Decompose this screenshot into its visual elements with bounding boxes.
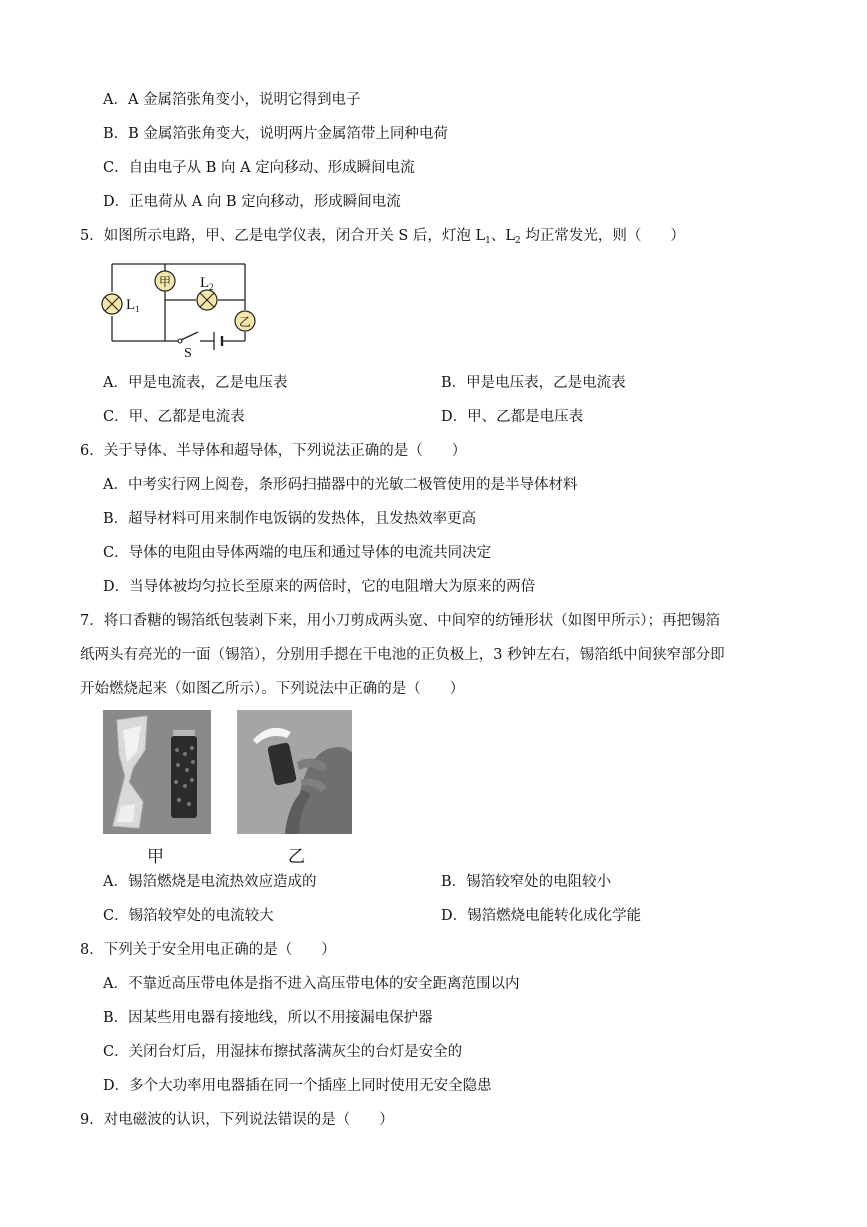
q7-option-b: B．锡箔较窄处的电阻较小: [441, 874, 612, 890]
q7-option-d: D．锡箔燃烧电能转化成化学能: [441, 908, 642, 924]
q9-stem: 9．对电磁波的认识，下列说法错误的是（ ）: [80, 1112, 394, 1128]
q7-option-c: C．锡箔较窄处的电流较大: [103, 908, 274, 924]
q7-option-a: A．锡箔燃烧是电流热效应造成的: [103, 874, 317, 890]
q5-option-b: B．甲是电压表，乙是电流表: [441, 375, 626, 391]
q8-option-a: A．不靠近高压带电体是指不进入高压带电体的安全距离范围以内: [103, 976, 520, 992]
switch-symbol: [178, 332, 198, 343]
svg-text:甲: 甲: [158, 275, 172, 289]
q8-option-c: C．关闭台灯后，用湿抹布擦拭落满灰尘的台灯是安全的: [103, 1044, 463, 1060]
q7-stem-line-3: 开始燃烧起来（如图乙所示）。下列说法中正确的是（ ）: [80, 681, 465, 697]
q8-option-d: D．多个大功率用电器插在同一个插座上同时使用无安全隐患: [103, 1078, 492, 1094]
q4-option-a: A．A 金属箔张角变小，说明它得到电子: [103, 92, 361, 108]
q5-option-d: D．甲、乙都是电压表: [441, 409, 584, 425]
q7-stem-line-2: 纸两头有亮光的一面（锡箔），分别用手摁在干电池的正负极上，3 秒钟左右，锡箔纸中间狭窄部分即: [80, 647, 725, 663]
q4-option-c: C．自由电子从 B 向 A 定向移动、形成瞬间电流: [103, 160, 415, 176]
lamp-l1-symbol: [102, 294, 122, 314]
lamp-l1-label: $L_1$: [126, 297, 140, 314]
q5-stem: 5．如图所示电路，甲、乙是电学仪表，闭合开关 S 后，灯泡 $L_1$、$L_2$ 均正常发光，则（ ）: [80, 228, 685, 246]
q4-option-b: B．B 金属箔张角变大，说明两片金属箔带上同种电荷: [103, 126, 448, 142]
svg-text:乙: 乙: [238, 315, 252, 329]
photo-caption-yi: 乙: [288, 847, 305, 867]
q7-stem-line-1: 7．将口香糖的锡箔纸包装剥下来，用小刀剪成两头宽、中间窄的纺锤形状（如图甲所示）；再把锡箔: [80, 613, 720, 629]
q5-circuit-diagram: [100, 258, 270, 358]
lamp-l2-label: $L_2$: [200, 275, 214, 292]
q8-option-b: B．因某些用电器有接地线，所以不用接漏电保护器: [103, 1010, 433, 1026]
q5-option-c: C．甲、乙都是电流表: [103, 409, 245, 425]
photo-jia-foil-and-battery: [103, 710, 211, 834]
meter-yi-symbol: [235, 311, 255, 331]
q6-option-b: B．超导材料可用来制作电饭锅的发热体，且发热效率更高: [103, 511, 477, 527]
lamp-l2-symbol: [197, 290, 217, 310]
q6-option-a: A．中考实行网上阅卷，条形码扫描器中的光敏二极管使用的是半导体材料: [103, 477, 578, 493]
q4-option-d: D．正电荷从 A 向 B 定向移动，形成瞬间电流: [103, 194, 401, 210]
q6-option-d: D．当导体被均匀拉长至原来的两倍时，它的电阻增大为原来的两倍: [103, 579, 536, 595]
q6-option-c: C．导体的电阻由导体两端的电压和通过导体的电流共同决定: [103, 545, 492, 561]
switch-label: S: [184, 346, 192, 358]
meter-jia-symbol: [155, 271, 175, 291]
photo-caption-jia: 甲: [147, 847, 164, 867]
q6-stem: 6．关于导体、半导体和超导体，下列说法正确的是（ ）: [80, 443, 467, 459]
q5-option-a: A．甲是电流表，乙是电压表: [103, 375, 288, 391]
photo-yi-hand-with-battery: [237, 710, 352, 834]
q8-stem: 8．下列关于安全用电正确的是（ ）: [80, 942, 336, 958]
battery-symbol: [214, 332, 222, 350]
